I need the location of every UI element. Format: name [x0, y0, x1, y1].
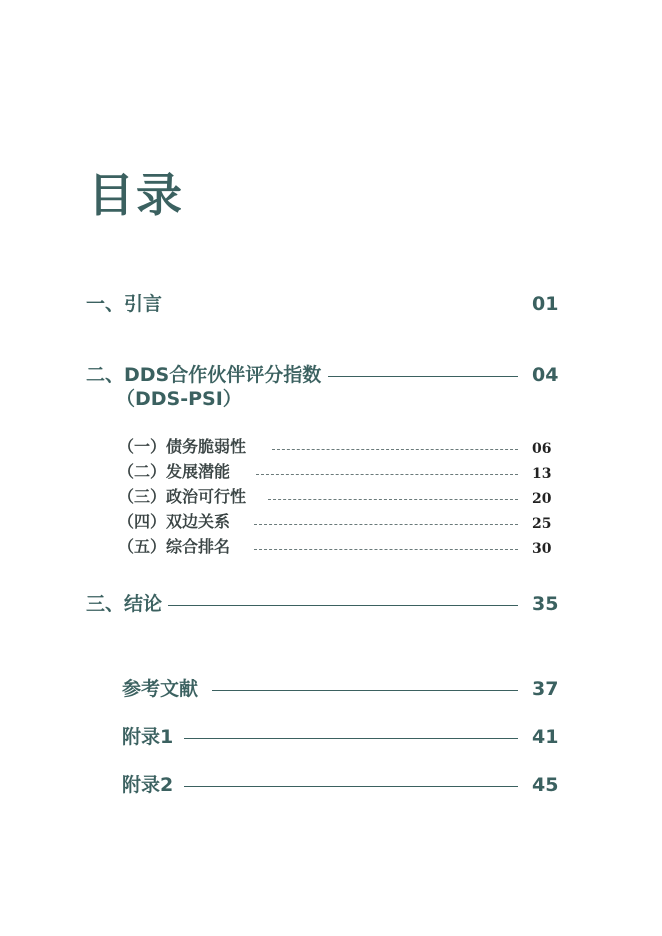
page-title: 目录 [88, 168, 184, 222]
toc-leader-line [212, 690, 518, 691]
toc-entry-page: 01 [532, 293, 559, 315]
toc-entry-label-continued: （DDS-PSI） [116, 388, 242, 410]
toc-entry-page: 37 [532, 678, 559, 700]
toc-leader-dots [254, 549, 518, 550]
toc-entry-label: 三、结论 [86, 593, 163, 615]
toc-subentry-page: 13 [532, 466, 552, 482]
toc-subentry-page: 25 [532, 516, 552, 532]
toc-leader-dots [268, 499, 518, 500]
toc-entry-label: 附录1 [122, 726, 174, 748]
toc-entry-page: 35 [532, 593, 559, 615]
toc-entry-label: 参考文献 [122, 678, 199, 700]
toc-subentry-label: （四）双边关系 [118, 512, 231, 531]
toc-entry-page: 04 [532, 364, 559, 386]
toc-subentry-page: 30 [532, 541, 552, 557]
toc-leader-line [328, 376, 518, 377]
toc-leader-line [184, 738, 518, 739]
toc-leader-line [184, 786, 518, 787]
toc-leader-dots [256, 474, 518, 475]
toc-subentry-page: 06 [532, 441, 552, 457]
toc-subentry-label: （二）发展潜能 [118, 462, 231, 481]
toc-leader-line [168, 605, 518, 606]
toc-subentry-label: （一）债务脆弱性 [118, 437, 247, 456]
toc-leader-dots [272, 449, 518, 450]
toc-leader-dots [254, 524, 518, 525]
toc-entry-page: 45 [532, 774, 559, 796]
toc-entry-label: 附录2 [122, 774, 174, 796]
toc-subentry-label: （五）综合排名 [118, 537, 231, 556]
toc-entry-label: 二、DDS合作伙伴评分指数 [86, 364, 322, 386]
toc-entry-page: 41 [532, 726, 559, 748]
toc-entry-label: 一、引言 [86, 293, 163, 315]
toc-subentry-page: 20 [532, 491, 552, 507]
toc-subentry-label: （三）政治可行性 [118, 487, 247, 506]
